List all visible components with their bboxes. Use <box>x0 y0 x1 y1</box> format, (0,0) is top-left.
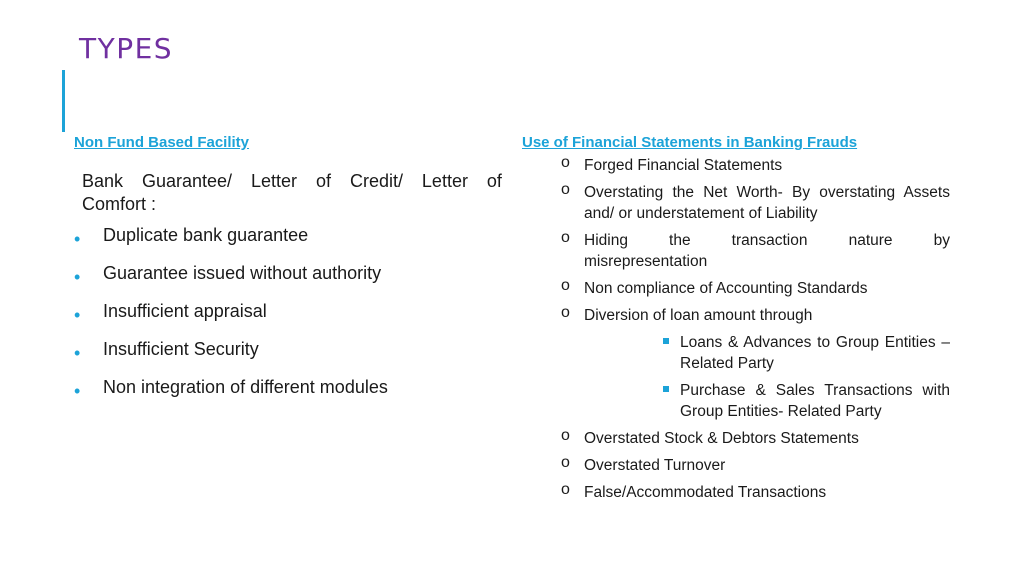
bullet-item <box>74 261 502 299</box>
list-item <box>522 155 950 176</box>
sub-item-text: Loans & Advances to Group Entities – Related Party <box>680 334 950 372</box>
slide-title: TYPES <box>79 32 174 65</box>
circle-bullet-icon: o <box>561 154 570 171</box>
fraud-heading-link[interactable]: Use of Financial Statements in Banking Frauds <box>522 134 858 151</box>
bullet-text: Guarantee issued without authority <box>103 263 382 283</box>
list-item <box>522 182 950 224</box>
square-bullet-icon <box>663 386 669 392</box>
circle-bullet-icon: o <box>561 454 570 471</box>
left-column <box>74 134 502 413</box>
list-item <box>522 305 950 422</box>
intro-word: Letter <box>421 171 468 191</box>
list-item <box>522 455 950 476</box>
bullet-item <box>74 223 502 261</box>
bullet-text: Non integration of different modules <box>103 377 388 397</box>
left-bullet-list <box>74 223 502 413</box>
bullet-dot-icon: • <box>74 229 81 249</box>
sub-list <box>584 332 950 422</box>
intro-word: Guarantee/ <box>141 171 233 191</box>
circle-bullet-icon: o <box>561 304 570 321</box>
word: Hiding <box>584 232 628 249</box>
circle-bullet-icon: o <box>561 427 570 444</box>
bullet-item <box>74 375 502 413</box>
list-item-text: Diversion of loan amount through <box>584 307 813 324</box>
bullet-dot-icon: • <box>74 343 81 363</box>
list-item-text: Overstating the Net Worth- By overstating Assets and/ or understatement of Liability <box>584 184 950 222</box>
intro-word: Credit/ <box>349 171 403 191</box>
bullet-dot-icon: • <box>74 267 81 287</box>
bullet-text: Insufficient appraisal <box>103 301 267 321</box>
list-item-text: Non compliance of Accounting Standards <box>584 280 868 297</box>
list-item <box>522 482 950 503</box>
right-list <box>522 155 950 503</box>
sub-item <box>584 332 950 374</box>
bullet-dot-icon: • <box>74 305 81 325</box>
list-item <box>522 428 950 449</box>
right-column <box>522 134 950 509</box>
sub-item-text: Purchase & Sales Transactions with Group Entities- Related Party <box>680 382 950 420</box>
list-item <box>522 278 950 299</box>
non-fund-heading-link[interactable]: Non Fund Based Facility <box>74 134 250 151</box>
word: the <box>669 232 691 249</box>
circle-bullet-icon: o <box>561 229 570 246</box>
intro-line-2: Comfort : <box>82 194 157 214</box>
circle-bullet-icon: o <box>561 481 570 498</box>
intro-line-1 <box>82 170 502 193</box>
word: nature <box>848 232 893 249</box>
word: by <box>933 232 950 249</box>
bullet-item <box>74 299 502 337</box>
circle-bullet-icon: o <box>561 277 570 294</box>
list-item <box>522 230 950 272</box>
sub-item <box>584 380 950 422</box>
accent-bar <box>62 70 65 132</box>
bullet-dot-icon: • <box>74 381 81 401</box>
intro-word: of <box>315 171 331 191</box>
intro-word: Bank <box>82 171 124 191</box>
intro-text <box>82 170 502 216</box>
square-bullet-icon <box>663 338 669 344</box>
intro-word: Letter <box>251 171 298 191</box>
intro-word: of <box>486 171 502 191</box>
list-item-text: Overstated Turnover <box>584 457 726 474</box>
bullet-text: Duplicate bank guarantee <box>103 225 309 245</box>
word: transaction <box>731 232 808 249</box>
list-item-text: Overstated Stock & Debtors Statements <box>584 430 859 447</box>
bullet-item <box>74 337 502 375</box>
justified-line <box>584 230 950 251</box>
list-item-text: Forged Financial Statements <box>584 157 783 174</box>
list-item-text: False/Accommodated Transactions <box>584 484 827 501</box>
line-2: misrepresentation <box>584 253 708 270</box>
circle-bullet-icon: o <box>561 181 570 198</box>
bullet-text: Insufficient Security <box>103 339 259 359</box>
